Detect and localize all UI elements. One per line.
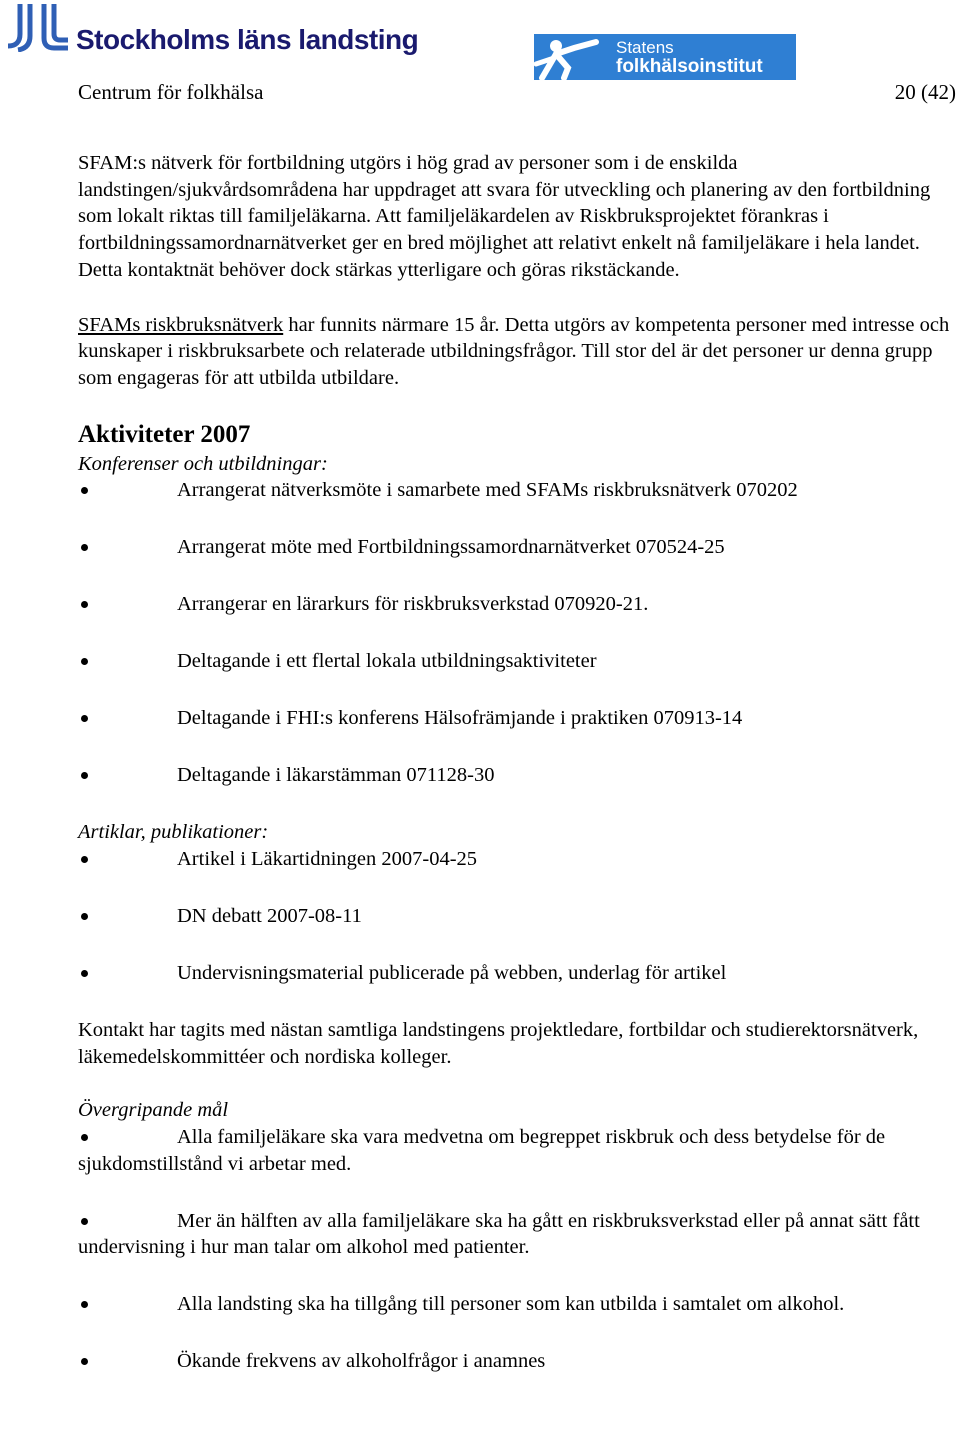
paragraph-riskbruk [78,312,953,392]
fhi-logo [534,34,796,80]
subheading-conferences: Konferenser och utbildningar: [78,452,328,475]
subheading-articles: Artiklar, publikationer: [78,821,269,844]
list-item: Artikel i Läkartidningen 2007-04-25 [78,846,953,903]
list-item: Deltagande i läkarstämman 071128-30 [78,762,953,819]
sll-mark-icon [6,2,70,52]
org-name: Centrum för folkhälsa [78,80,264,104]
article-list [78,846,953,1017]
page-number: 20 (42) [894,80,956,104]
document-body [78,150,953,1374]
list-item: Arrangerar en lärarkurs för riskbruksverkstad 070920-21. [78,591,953,648]
paragraph-contact: Kontakt har tagits med nästan samtliga landstingens projektledare, fortbildar och studierektorsnätverk, läkemedelskommittéer och nordiska kolleger. [78,1019,919,1068]
fhi-name-line2: folkhälsoinstitut [616,56,763,77]
riskbruk-network-link[interactable]: SFAMs riskbruksnätverk [78,313,284,336]
subheading-goals: Övergripande mål [78,1099,229,1122]
paragraph-network: SFAM:s nätverk för fortbildning utgörs i hög grad av personer som i de enskilda landstingen/sjukvårdsområdena har uppdraget att svara för utveckling och planering av den fortbildning som lokalt riktas till familjeläkarna. Att familjeläkardelen av Riskbruksprojektet förankras i fortbildningssamordnarnätverket ger en bred möjlighet att relativt enkelt nå familjeläkare i hela landet. Detta kontaktnät behöver dock stärkas ytterligare och göras rikstäckande. [78,152,931,281]
goal-item: Alla landsting ska ha tillgång till personer som kan utbilda i samtalet om alkohol. [78,1291,953,1318]
list-item: Undervisningsmaterial publicerade på webben, underlag för artikel [78,960,953,1017]
goal-item: Ökande frekvens av alkoholfrågor i anamnes [78,1348,953,1375]
list-item: Arrangerat nätverksmöte i samarbete med SFAMs riskbruksnätverk 070202 [78,477,953,534]
page-header [0,0,960,110]
fhi-name [616,38,763,76]
section-heading: Aktiviteter 2007 [78,420,251,448]
fhi-name-line1: Statens [616,38,674,57]
list-item: Deltagande i FHI:s konferens Hälsofrämjande i praktiken 070913-14 [78,705,953,762]
goal-item: Mer än hälften av alla familjeläkare ska ha gått en riskbruksverkstad eller på annat sätt fått undervisning i hur man talar om alkohol med patienter. [78,1208,953,1261]
list-item: Deltagande i ett flertal lokala utbildningsaktiviteter [78,648,953,705]
fhi-figure-icon [534,34,614,80]
paragraph-riskbruk-text: har funnits närmare 15 år. Detta utgörs av kompetenta personer med intresse och kunskaper i riskbruksarbete och relaterade utbildningsfrågor. Till stor del är det personer ur denna grupp som engageras för att utbilda utbildare. [78,313,950,389]
list-item: Arrangerat möte med Fortbildningssamordnarnätverket 070524-25 [78,534,953,591]
sll-name: Stockholms läns landsting [76,24,419,55]
sll-logo [6,2,418,56]
goal-item: Alla familjeläkare ska vara medvetna om begreppet riskbruk och dess betydelse för de sjukdomstillstånd vi arbetar med. [78,1124,953,1177]
conference-list [78,477,953,819]
list-item: DN debatt 2007-08-11 [78,903,953,960]
